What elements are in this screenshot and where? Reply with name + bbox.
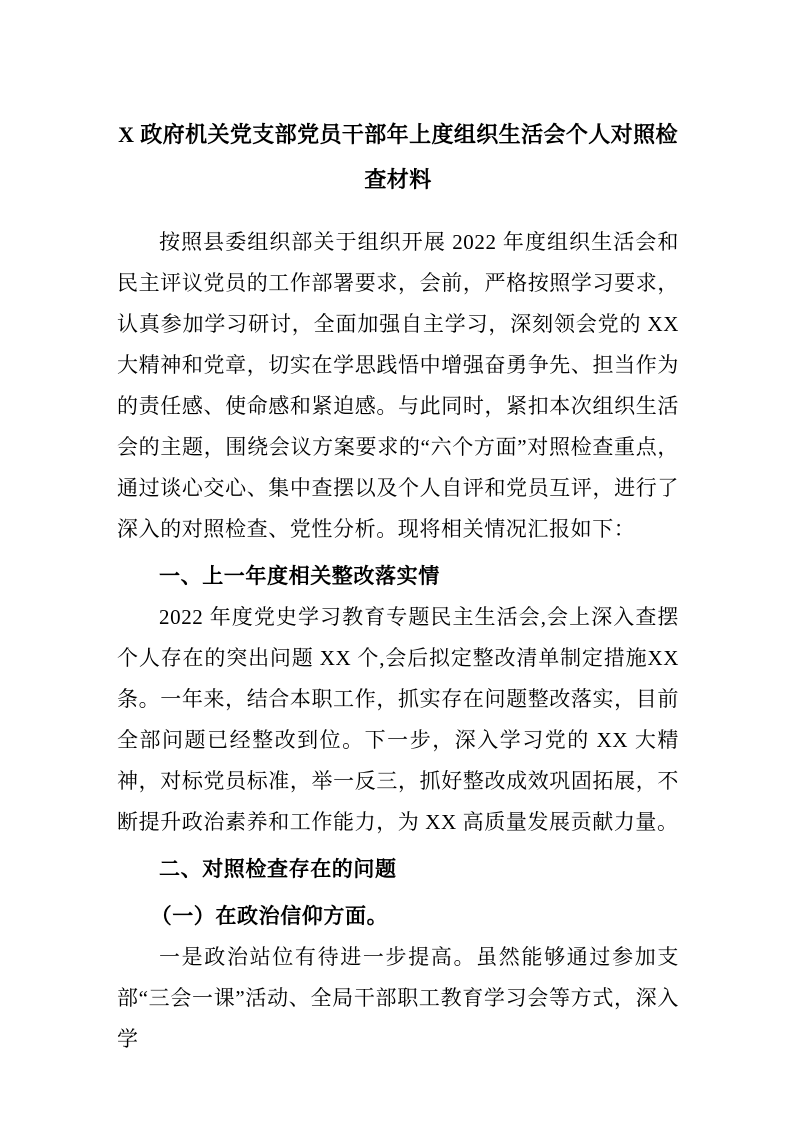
intro-paragraph: 按照县委组织部关于组织开展 2022 年度组织生活会和民主评议党员的工作部署要求，会前，严格按照学习要求，认真参加学习研讨，全面加强自主学习，深刻领会党的 XX 大精神和党章，切实在学思践悟中增强奋勇争先、担当作为的责任感、使命感和紧迫感。与此同时，紧扣本次组织生活会的主题，围绕会议方案要求的“六个方面”对照检查重点，通过谈心交心、集中查摆以及个人自评和党员互评，进行了深入的对照检查、党性分析。现将相关情况汇报如下： xyxy=(117,230,679,541)
section-2-heading: 二、对照检查存在的问题 xyxy=(159,857,397,881)
section-1-heading: 一、上一年度相关整改落实情 xyxy=(159,564,440,588)
subsection-2-1-paragraph: 一是政治站位有待进一步提高。虽然能够通过参加支部“三会一课”活动、全局干部职工教育学习会等方式，深入学 xyxy=(117,945,679,1051)
document-title: X 政府机关党支部党员干部年上度组织生活会个人对照检查材料 xyxy=(118,122,678,192)
subsection-2-1-heading: （一）在政治信仰方面。 xyxy=(150,904,389,928)
section-1-paragraph: 2022 年度党史学习教育专题民主生活会,会上深入查摆个人存在的突出问题 XX 个,会后拟定整改清单制定措施XX条。一年来，结合本职工作，抓实存在问题整改落实，目前全部问题已经整改到位。下一步，深入学习党的 XX 大精神，对标党员标准，举一反三，抓好整改成效巩固拓展，不断提升政治素养和工作能力，为 XX 高质量发展贡献力量。 xyxy=(117,605,679,834)
